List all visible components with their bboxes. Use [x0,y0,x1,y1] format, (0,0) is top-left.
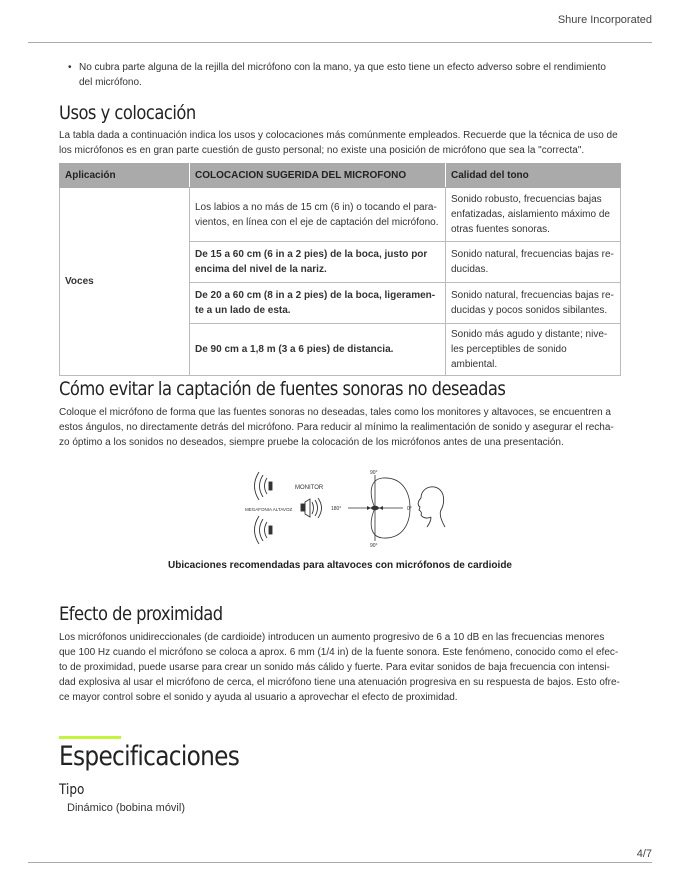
microphone-icon [371,506,379,510]
label-90-top: 90° [370,470,378,476]
table-header-calidad: Calidad del tono [446,164,621,188]
person-head-icon [418,487,445,527]
proximidad-text: Los micrófonos unidireccionales (de cardioide) introducen un aumento progresivo de 6 a 10 dB en las frecuencias menores que 100 Hz cuando el micrófono se coloca a aprox. 6 mm (1/4 in) de la fuente sonora. Este fenómeno, conocido como el efec-to de proximidad, puede usarse para crear un sonido más cálido y fuerte. Para evitar sonidos de baja frecuencia con intensi-dad explosiva al usar el micrófono de cerca, el micrófono tiene una atenuación progresiva en su respuesta de bajos. Esto ofre-ce mayor control sobre el sonido y ayuda al usuario a aprovechar el efecto de proximidad. [59,632,620,703]
especificaciones-title: Especificaciones [59,741,240,772]
label-0: 0° [407,506,412,512]
section-accent-bar [59,736,121,739]
usos-table [59,163,621,376]
speaker-placement-diagram [245,465,455,551]
table-header-aplicacion: Aplicación [60,164,190,188]
usos-title: Usos y colocación [59,102,196,124]
usos-table-wrapper [59,163,621,376]
proximidad-title: Efecto de proximidad [59,603,223,625]
page-number: 4/7 [636,848,652,860]
table-cell-placement: De 90 cm a 1,8 m (3 a 6 pies) de distancia. [190,324,446,376]
arrow-0-head [379,506,383,510]
table-cell-tone: Sonido natural, frecuencias bajas re-ducidas. [446,242,621,283]
bullet-icon: • [68,62,72,73]
pa-speaker-icon [301,498,322,518]
table-cell-tone: Sonido robusto, frecuencias bajas enfatizadas, aislamiento máximo de otras fuentes sonoras. [446,188,621,242]
bottom-speaker-icon [255,516,273,544]
label-megafonia: MEGAFONIA ALTAVOZ [245,507,293,512]
table-cell-tone: Sonido natural, frecuencias bajas re-ducidas y pocos sonidos sibilantes. [446,283,621,324]
label-monitor: MONITOR [295,485,324,491]
table-header-colocacion: COLOCACION SUGERIDA DEL MICROFONO [190,164,446,188]
bullet-text: No cubra parte alguna de la rejilla del micrófono con la mano, ya que esto tiene un efecto adverso sobre el rendimiento del micrófono. [79,62,606,88]
label-180: 180° [331,506,342,512]
footer-divider [28,862,652,863]
arrow-180-head [367,506,371,510]
tipo-label: Tipo [59,782,85,798]
table-cell-tone: Sonido más agudo y distante; nive-les perceptibles de sonido ambiental. [446,324,621,376]
table-row [60,188,621,242]
table-cell-placement: De 15 a 60 cm (6 in a 2 pies) de la boca, justo por encima del nivel de la nariz. [190,242,446,283]
table-header-row [60,164,621,188]
bullet-note [59,60,621,90]
table-cell-application: Voces [60,188,190,376]
usos-intro: La tabla dada a continuación indica los usos y colocaciones más comúnmente empleados. Recuerde que la técnica de uso de los micrófonos es en gran parte cuestión de gusto personal; no existe una posición de micrófono que sea la "correcta". [59,130,618,156]
monitor-speaker-icon [255,472,273,500]
label-90-bottom: 90° [370,543,378,549]
evitar-title: Cómo evitar la captación de fuentes sonoras no deseadas [59,378,506,400]
figure-caption: Ubicaciones recomendadas para altavoces con micrófonos de cardioide [167,560,512,571]
table-cell-placement: Los labios a no más de 15 cm (6 in) o tocando el para-vientos, en línea con el eje de captación del micrófono. [190,188,446,242]
tipo-value: Dinámico (bobina móvil) [67,802,185,814]
table-cell-placement: De 20 a 60 cm (8 in a 2 pies) de la boca, ligeramen-te a un lado de esta. [190,283,446,324]
header-divider [28,42,652,43]
evitar-text: Coloque el micrófono de forma que las fuentes sonoras no deseadas, tales como los monitores y altavoces, se encuentren a estos ángulos, no directamente detrás del micrófono. Para reducir al mínimo la realimentación de sonido y asegurar el recha-zo óptimo a los sonidos no deseados, siempre pruebe la colocación de los micrófonos antes de una presentación. [59,407,614,448]
header-company: Shure Incorporated [557,14,652,26]
